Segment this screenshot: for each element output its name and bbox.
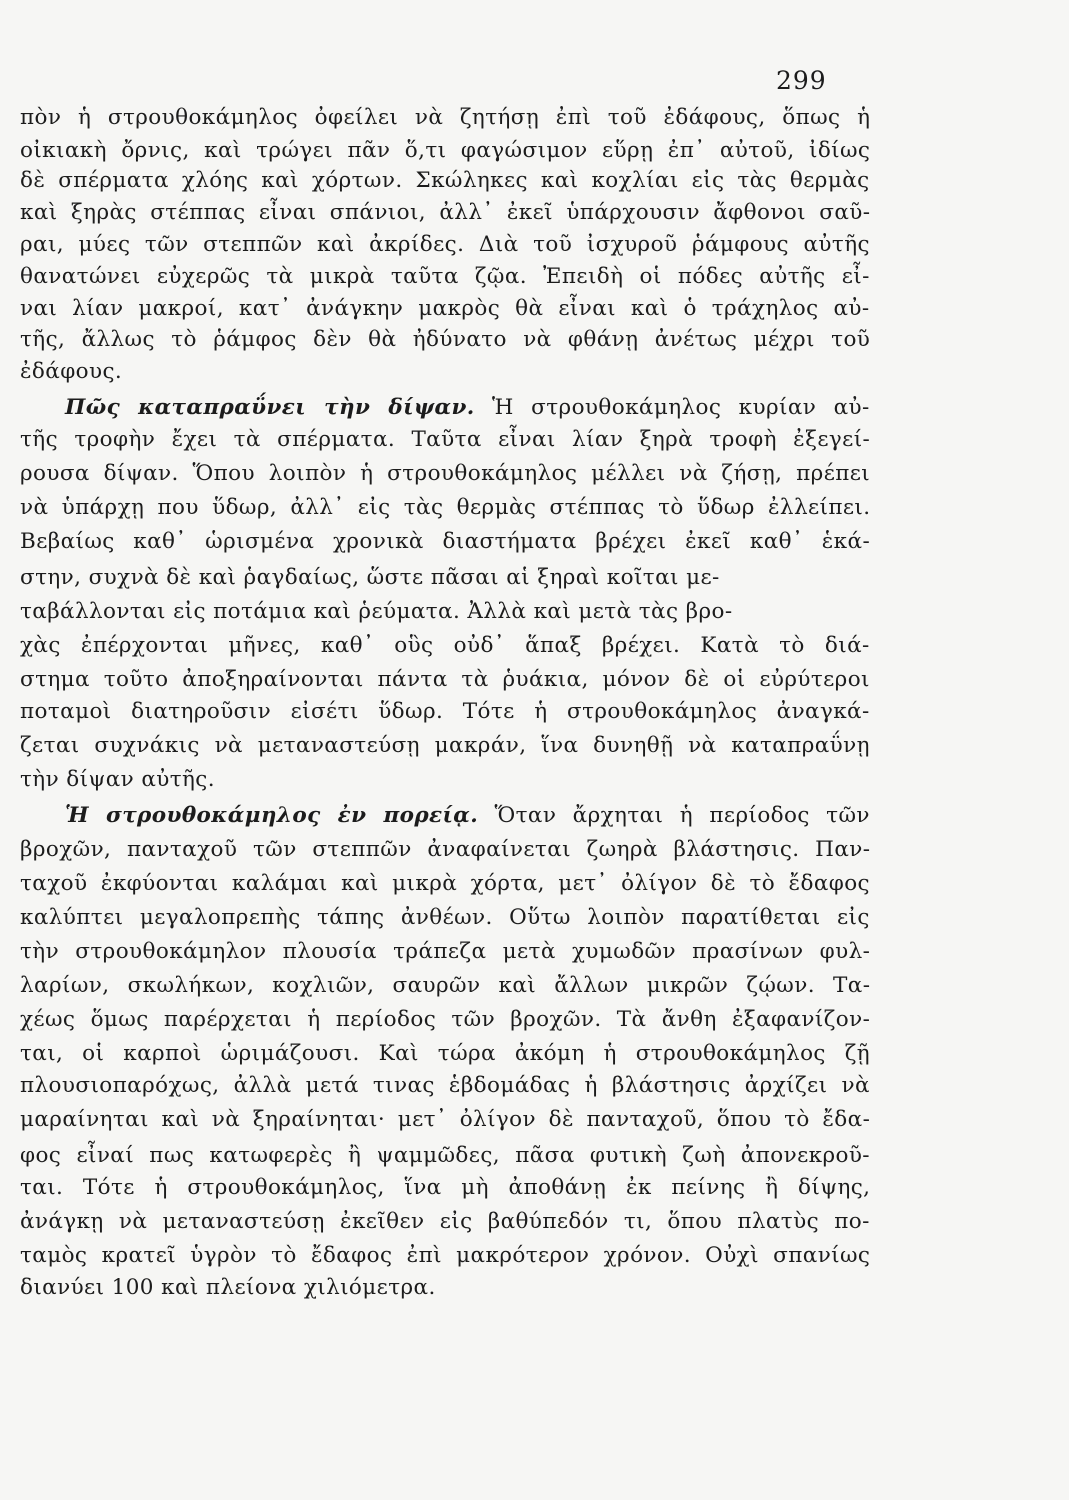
text-line <box>20 460 870 488</box>
text-line <box>20 426 870 454</box>
line-text: θανατώνει εὐχερῶς τὰ μικρὰ ταῦτα ζῷα. Ἐπειδὴ οἱ πόδες αὐτῆς εἶ- <box>20 264 870 289</box>
paragraph-heading-line <box>65 802 870 830</box>
line-text: Ἡ στρουθοκάμηλος κυρίαν αὐ- <box>474 395 870 420</box>
text-line <box>20 972 870 1000</box>
text-line <box>20 1274 436 1302</box>
line-text: ται. Τότε ἡ στρουθοκάμηλος, ἵνα μὴ ἀποθάνῃ ἐκ πείνης ἢ δίψης, <box>20 1175 871 1200</box>
text-line <box>20 938 870 966</box>
line-text: ται, οἱ καρποὶ ὡριμάζουσι. Καὶ τώρα ἀκόμη ἡ στρουθοκάμηλος ζῇ <box>20 1041 871 1066</box>
text-line <box>20 1208 870 1236</box>
line-text: οἰκιακὴ ὄρνις, καὶ τρώγει πᾶν ὅ,τι φαγώσιμον εὕρῃ ἐπ᾽ αὐτοῦ, ἰδίως <box>20 138 871 163</box>
line-text: χέως ὅμως παρέρχεται ἡ περίοδος τῶν βροχῶν. Τὰ ἄνθη ἐξαφανίζον- <box>20 1007 871 1032</box>
text-line <box>20 358 122 386</box>
text-line <box>20 1006 870 1034</box>
line-text: ποταμοὶ διατηροῦσιν εἰσέτι ὕδωρ. Τότε ἡ στρουθοκάμηλος ἀναγκά- <box>20 699 870 724</box>
line-text: μαραίνηται καὶ νὰ ξηραίνηται· μετ᾽ ὀλίγον δὲ πανταχοῦ, ὅπου τὸ ἔδα- <box>20 1107 871 1132</box>
line-text: τῆς, ἄλλως τὸ ῥάμφος δὲν θὰ ἠδύνατο νὰ φθάνῃ ἀνέτως μέχρι τοῦ <box>20 327 871 352</box>
text-line <box>20 199 870 227</box>
text-line <box>20 666 870 694</box>
text-line <box>20 1174 870 1202</box>
text-line <box>20 167 870 195</box>
line-text: νὰ ὑπάρχῃ που ὕδωρ, ἀλλ᾽ εἰς τὰς θερμὰς στέππας τὸ ὕδωρ ἐλλείπει. <box>20 495 871 520</box>
line-text: τῆς τροφὴν ἔχει τὰ σπέρματα. Ταῦτα εἶναι λίαν ξηρὰ τροφὴ ἐξεγεί- <box>20 427 871 452</box>
page-number: 299 <box>776 66 827 95</box>
line-text: τὴν δίψαν αὐτῆς. <box>20 767 215 792</box>
line-text: ζεται συχνάκις νὰ μεταναστεύσῃ μακράν, ἵνα δυνηθῇ νὰ καταπραΰνῃ <box>20 733 870 758</box>
line-text: τὴν στρουθοκάμηλον πλουσία τράπεζα μετὰ χυμωδῶν πρασίνων φυλ- <box>20 939 871 964</box>
line-text: λαρίων, σκωλήκων, κοχλιῶν, σαυρῶν καὶ ἄλλων μικρῶν ζῴων. Τα- <box>20 973 871 998</box>
text-line <box>20 137 870 165</box>
line-text: ἀνάγκῃ νὰ μεταναστεύσῃ ἐκεῖθεν εἰς βαθύπεδόν τι, ὅπου πλατὺς πο- <box>20 1209 870 1234</box>
line-text: δὲ σπέρματα χλόης καὶ χόρτων. Σκώληκες καὶ κοχλίαι εἰς τὰς θερμὰς <box>20 168 870 193</box>
line-text: Ὅταν ἄρχηται ἡ περίοδος τῶν <box>478 803 870 828</box>
text-line <box>20 1040 870 1068</box>
text-line <box>20 295 870 323</box>
section-heading: Πῶς καταπραΰνει τὴν δίψαν. <box>65 395 475 420</box>
text-line <box>20 698 870 726</box>
line-text: καλύπτει μεγαλοπρεπὴς τάπης ἀνθέων. Οὕτω λοιπὸν παρατίθεται εἰς <box>20 905 870 930</box>
text-line <box>20 326 870 354</box>
text-line <box>20 494 870 522</box>
line-text: πὸν ἡ στρουθοκάμηλος ὀφείλει νὰ ζητήσῃ ἐπὶ τοῦ ἐδάφους, ὅπως ἡ <box>20 105 871 130</box>
line-text: χὰς ἐπέρχονται μῆνες, καθ᾽ οὓς οὐδ᾽ ἅπαξ βρέχει. Κατὰ τὸ διά- <box>20 633 870 658</box>
line-text: καὶ ξηρὰς στέππας εἶναι σπάνιοι, ἀλλ᾽ ἐκεῖ ὑπάρχουσιν ἄφθονοι σαῦ- <box>20 200 871 225</box>
text-line <box>20 231 870 259</box>
text-line <box>20 104 870 132</box>
text-line <box>20 1142 870 1170</box>
text-line <box>20 904 870 932</box>
line-text: στην, συχνὰ δὲ καὶ ῥαγδαίως, ὥστε πᾶσαι αἱ ξηραὶ κοῖται με- <box>20 565 720 590</box>
section-heading: Ἡ στρουθοκάμηλος ἐν πορείᾳ. <box>65 803 479 828</box>
line-text: ραι, μύες τῶν στεππῶν καὶ ἀκρίδες. Διὰ τοῦ ἰσχυροῦ ῥάμφους αὐτῆς <box>20 232 870 257</box>
text-line <box>20 766 215 794</box>
line-text: ρουσα δίψαν. Ὅπου λοιπὸν ἡ στρουθοκάμηλος μέλλει νὰ ζήσῃ, πρέπει <box>20 461 871 486</box>
text-line <box>20 564 720 592</box>
line-text: ταβάλλονται εἰς ποτάμια καὶ ῥεύματα. Ἀλλὰ καὶ μετὰ τὰς βρο- <box>20 599 733 624</box>
text-line <box>20 528 870 556</box>
text-line <box>20 870 870 898</box>
text-line <box>20 632 870 660</box>
line-text: διανύει 100 καὶ πλείονα χιλιόμετρα. <box>20 1275 436 1300</box>
line-text: στημα τοῦτο ἀποξηραίνονται πάντα τὰ ῥυάκια, μόνον δὲ οἱ εὐρύτεροι <box>20 667 870 692</box>
paragraph-heading-line <box>65 394 870 422</box>
text-line <box>20 1242 870 1270</box>
text-line <box>20 598 733 626</box>
line-text: ναι λίαν μακροί, κατ᾽ ἀνάγκην μακρὸς θὰ εἶναι καὶ ὁ τράχηλος αὐ- <box>20 296 870 321</box>
text-line <box>20 1072 870 1100</box>
line-text: ταμὸς κρατεῖ ὑγρὸν τὸ ἔδαφος ἐπὶ μακρότερον χρόνον. Οὐχὶ σπανίως <box>20 1243 871 1268</box>
text-line <box>20 1106 870 1134</box>
line-text: Βεβαίως καθ᾽ ὡρισμένα χρονικὰ διαστήματα βρέχει ἐκεῖ καθ᾽ ἑκά- <box>20 529 871 554</box>
line-text: φος εἶναί πως κατωφερὲς ἢ ψαμμῶδες, πᾶσα φυτικὴ ζωὴ ἀπονεκροῦ- <box>20 1143 870 1168</box>
text-line <box>20 263 870 291</box>
line-text: ταχοῦ ἐκφύονται καλάμαι καὶ μικρὰ χόρτα, μετ᾽ ὀλίγον δὲ τὸ ἔδαφος <box>20 871 871 896</box>
text-line <box>20 836 870 864</box>
text-line <box>20 732 870 760</box>
line-text: βροχῶν, πανταχοῦ τῶν στεππῶν ἀναφαίνεται ζωηρὰ βλάστησις. Παν- <box>20 837 871 862</box>
line-text: πλουσιοπαρόχως, ἀλλὰ μετά τινας ἑβδομάδας ἡ βλάστησις ἀρχίζει νὰ <box>20 1073 870 1098</box>
line-text: ἐδάφους. <box>20 359 123 384</box>
